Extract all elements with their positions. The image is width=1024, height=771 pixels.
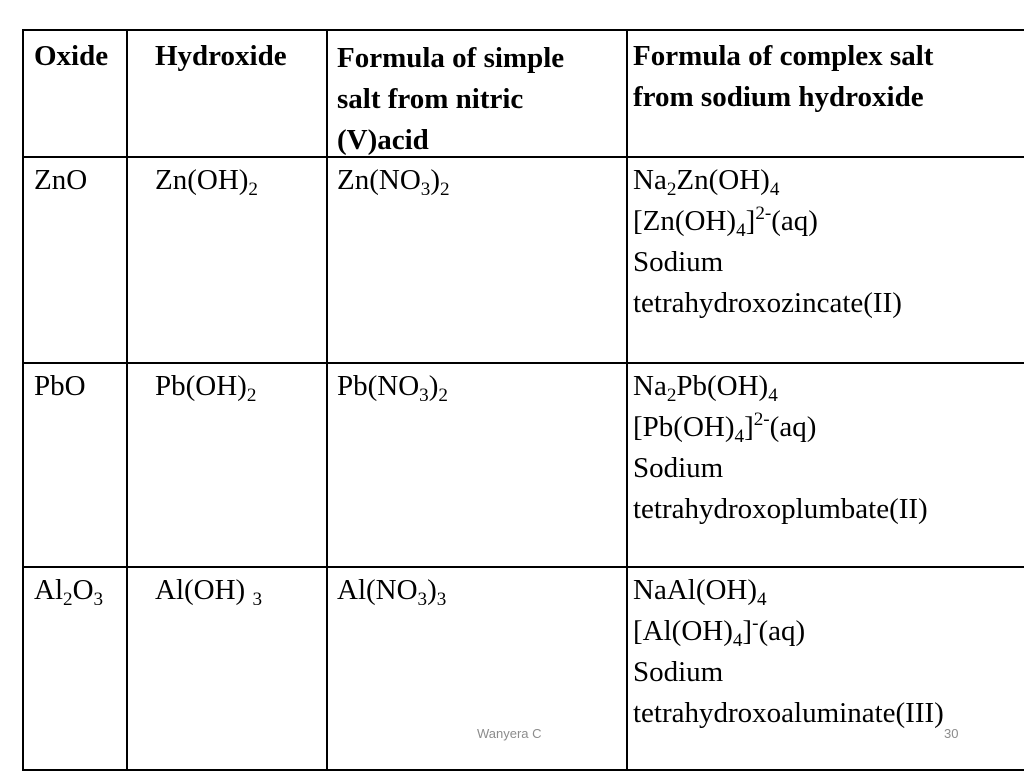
complex-formula: $Na_2Pb(OH)_4$ — [633, 370, 778, 407]
row-zinc-oxide: ZnO — [34, 164, 88, 196]
row-lead-complex-salt: $Na_2Pb(OH)_4$ $[Pb(OH)_4]^{2-}(aq)$ Sodium tetrahydroxoplumbate(II) — [633, 366, 928, 530]
complex-formula: $Na_2Zn(OH)_4$ — [633, 164, 780, 201]
row-aluminium-hydroxide: Al(OH) $_3$ — [155, 574, 263, 611]
complex-formula: $NaAl(OH)_4$ — [633, 574, 767, 611]
column-divider — [626, 31, 628, 769]
slide-number: 30 — [944, 726, 959, 741]
column-divider — [126, 31, 128, 769]
complex-ion: $[Pb(OH)_4]^{2-}(aq)$ — [633, 409, 817, 448]
row-divider — [24, 566, 1024, 568]
footer-author: Wanyera C — [477, 726, 542, 741]
header-complex-salt: Formula of complex salt from sodium hydroxide — [633, 40, 934, 113]
complex-ion: $[Al(OH)_4]^-(aq)$ — [633, 613, 806, 652]
row-aluminium-simple-salt: $Al(NO_3)_3$ — [337, 574, 447, 611]
column-divider — [326, 31, 328, 769]
header-hydroxide: Hydroxide — [155, 40, 287, 72]
row-zinc-simple-salt: $Zn(NO_3)_2$ — [337, 164, 450, 201]
header-simple-salt: Formula of simple salt from nitric (V)acid — [337, 42, 565, 156]
row-zinc-complex-salt: $Na_2Zn(OH)_4$ $[Zn(OH)_4]^{2-}(aq)$ Sodium tetrahydroxozincate(II) — [633, 160, 902, 324]
row-lead-oxide: PbO — [34, 370, 86, 402]
row-lead-hydroxide: $Pb(OH)_2$ — [155, 370, 257, 407]
row-zinc-hydroxide: $Zn(OH)_2$ — [155, 164, 258, 201]
row-aluminium-complex-salt: $NaAl(OH)_4$ $[Al(OH)_4]^-(aq)$ Sodium tetrahydroxoaluminate(III) — [633, 570, 944, 734]
header-oxide: Oxide — [34, 40, 109, 72]
row-lead-simple-salt: $Pb(NO_3)_2$ — [337, 370, 448, 407]
complex-ion: $[Zn(OH)_4]^{2-}(aq)$ — [633, 203, 818, 242]
row-aluminium-oxide: $Al_2O_3$ — [34, 574, 104, 611]
row-divider — [24, 362, 1024, 364]
